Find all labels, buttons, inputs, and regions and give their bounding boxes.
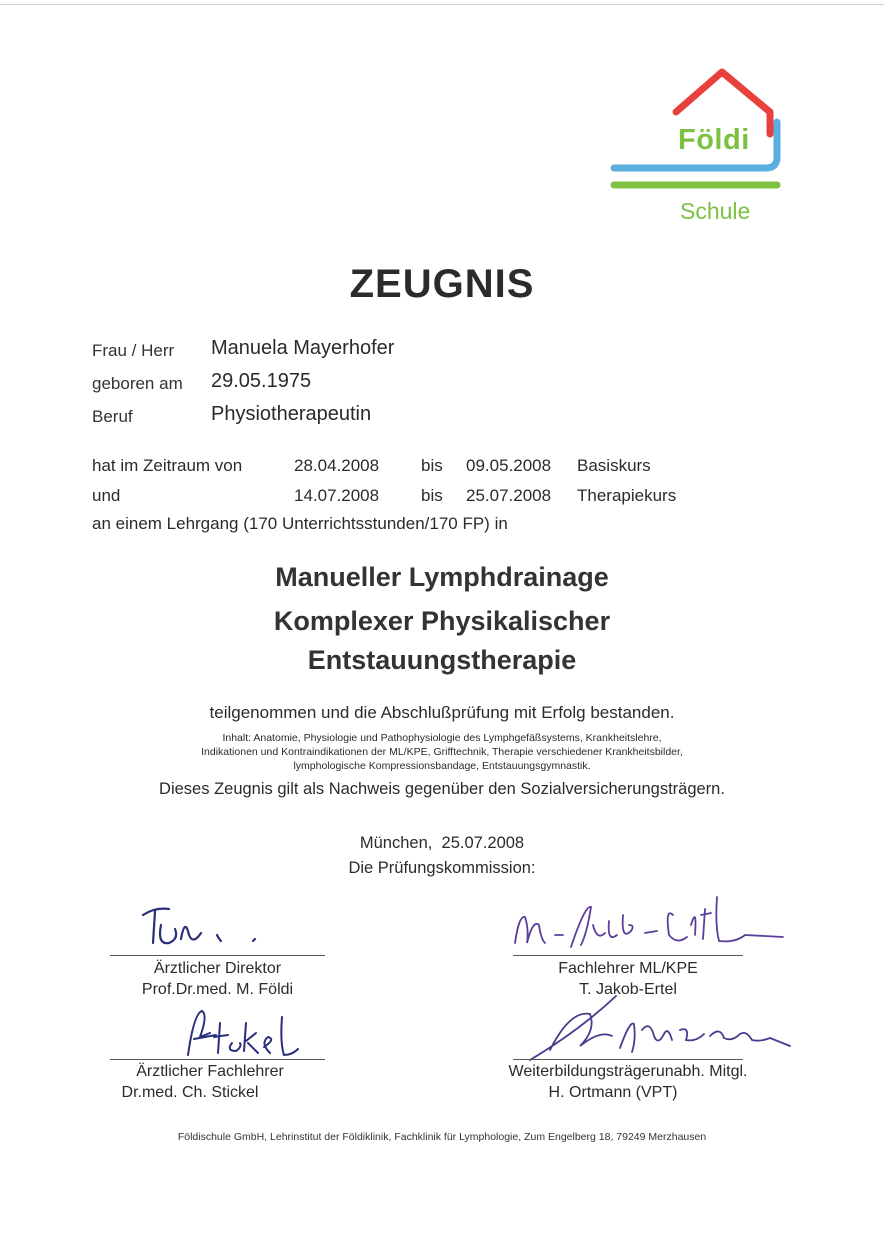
job-value: Physiotherapeutin — [211, 403, 372, 425]
signature-line-ortmann — [513, 1059, 743, 1060]
name-value: Manuela Mayerhofer — [211, 337, 395, 359]
signature-line-director — [110, 955, 325, 956]
footer-address: Földischule GmbH, Lehrinstitut der Földiklinik, Fachklinik für Lymphologie, Zum Engelberg 18, 79249 Merzhausen — [177, 1131, 707, 1143]
place-date: München, 25.07.2008 — [359, 834, 525, 852]
teacher-ml-name: T. Jakob-Ertel — [579, 981, 677, 998]
course-title-line-1: Manueller Lymphdrainage — [275, 562, 609, 592]
logo-name: Földi — [678, 124, 750, 156]
commission-heading: Die Prüfungskommission: — [348, 859, 536, 877]
period-bis-2: bis — [421, 486, 443, 505]
period-course-2: Therapiekurs — [577, 486, 677, 505]
signature-line-jakob-ertel — [513, 955, 743, 956]
period-to-2: 25.07.2008 — [466, 486, 552, 505]
course-title-line-2: Komplexer Physikalischer — [273, 606, 611, 636]
birth-label: geboren am — [92, 374, 183, 393]
name-label: Frau / Herr — [92, 341, 175, 360]
course-title-line-3: Entstauungstherapie — [307, 645, 577, 675]
course-intro: an einem Lehrgang (170 Unterrichtsstunden/170 FP) in — [92, 514, 508, 533]
logo-subtitle: Schule — [680, 198, 751, 224]
period-from-1: 28.04.2008 — [294, 456, 380, 475]
teacher-ml-role: Fachlehrer ML/KPE — [558, 960, 698, 977]
period-course-1: Basiskurs — [577, 456, 651, 475]
content-line-1: Inhalt: Anatomie, Physiologie und Pathophysiologie des Lymphgefäßsystems, Krankheitslehre, — [222, 732, 662, 744]
document-title: ZEUGNIS — [349, 262, 535, 306]
period-intro-1: hat im Zeitraum von — [92, 456, 243, 475]
period-to-1: 09.05.2008 — [466, 456, 552, 475]
independent-role: Weiterbildungsträgerunabh. Mitgl. — [508, 1063, 748, 1080]
result-statement: teilgenommen und die Abschlußprüfung mit Erfolg bestanden. — [209, 703, 675, 722]
signature-stickel — [180, 1003, 310, 1063]
signature-jakob-ertel — [505, 885, 795, 960]
signature-director — [135, 895, 275, 955]
teacher-med-name: Dr.med. Ch. Stickel — [121, 1084, 259, 1101]
director-role: Ärztlicher Direktor — [153, 960, 282, 977]
content-line-2: Indikationen und Kontraindikationen der ML/KPE, Grifftechnik, Therapie verschiedener Krankheitsbilder, — [201, 746, 683, 758]
signature-ortmann — [520, 990, 800, 1070]
independent-name: H. Ortmann (VPT) — [548, 1084, 678, 1101]
period-from-2: 14.07.2008 — [294, 486, 380, 505]
period-bis-1: bis — [421, 456, 443, 475]
teacher-med-role: Ärztlicher Fachlehrer — [136, 1063, 284, 1080]
director-name: Prof.Dr.med. M. Földi — [141, 981, 294, 998]
scan-edge — [0, 4, 884, 5]
content-line-3: lymphologische Kompressionsbandage, Entstauungsgymnastik. — [293, 760, 591, 772]
validity-statement: Dieses Zeugnis gilt als Nachweis gegenüber den Sozialversicherungsträgern. — [159, 780, 725, 798]
signature-line-stickel — [110, 1059, 325, 1060]
birth-value: 29.05.1975 — [211, 370, 312, 392]
job-label: Beruf — [92, 407, 133, 426]
foeldi-schule-logo — [606, 64, 786, 234]
period-intro-2: und — [92, 486, 121, 505]
